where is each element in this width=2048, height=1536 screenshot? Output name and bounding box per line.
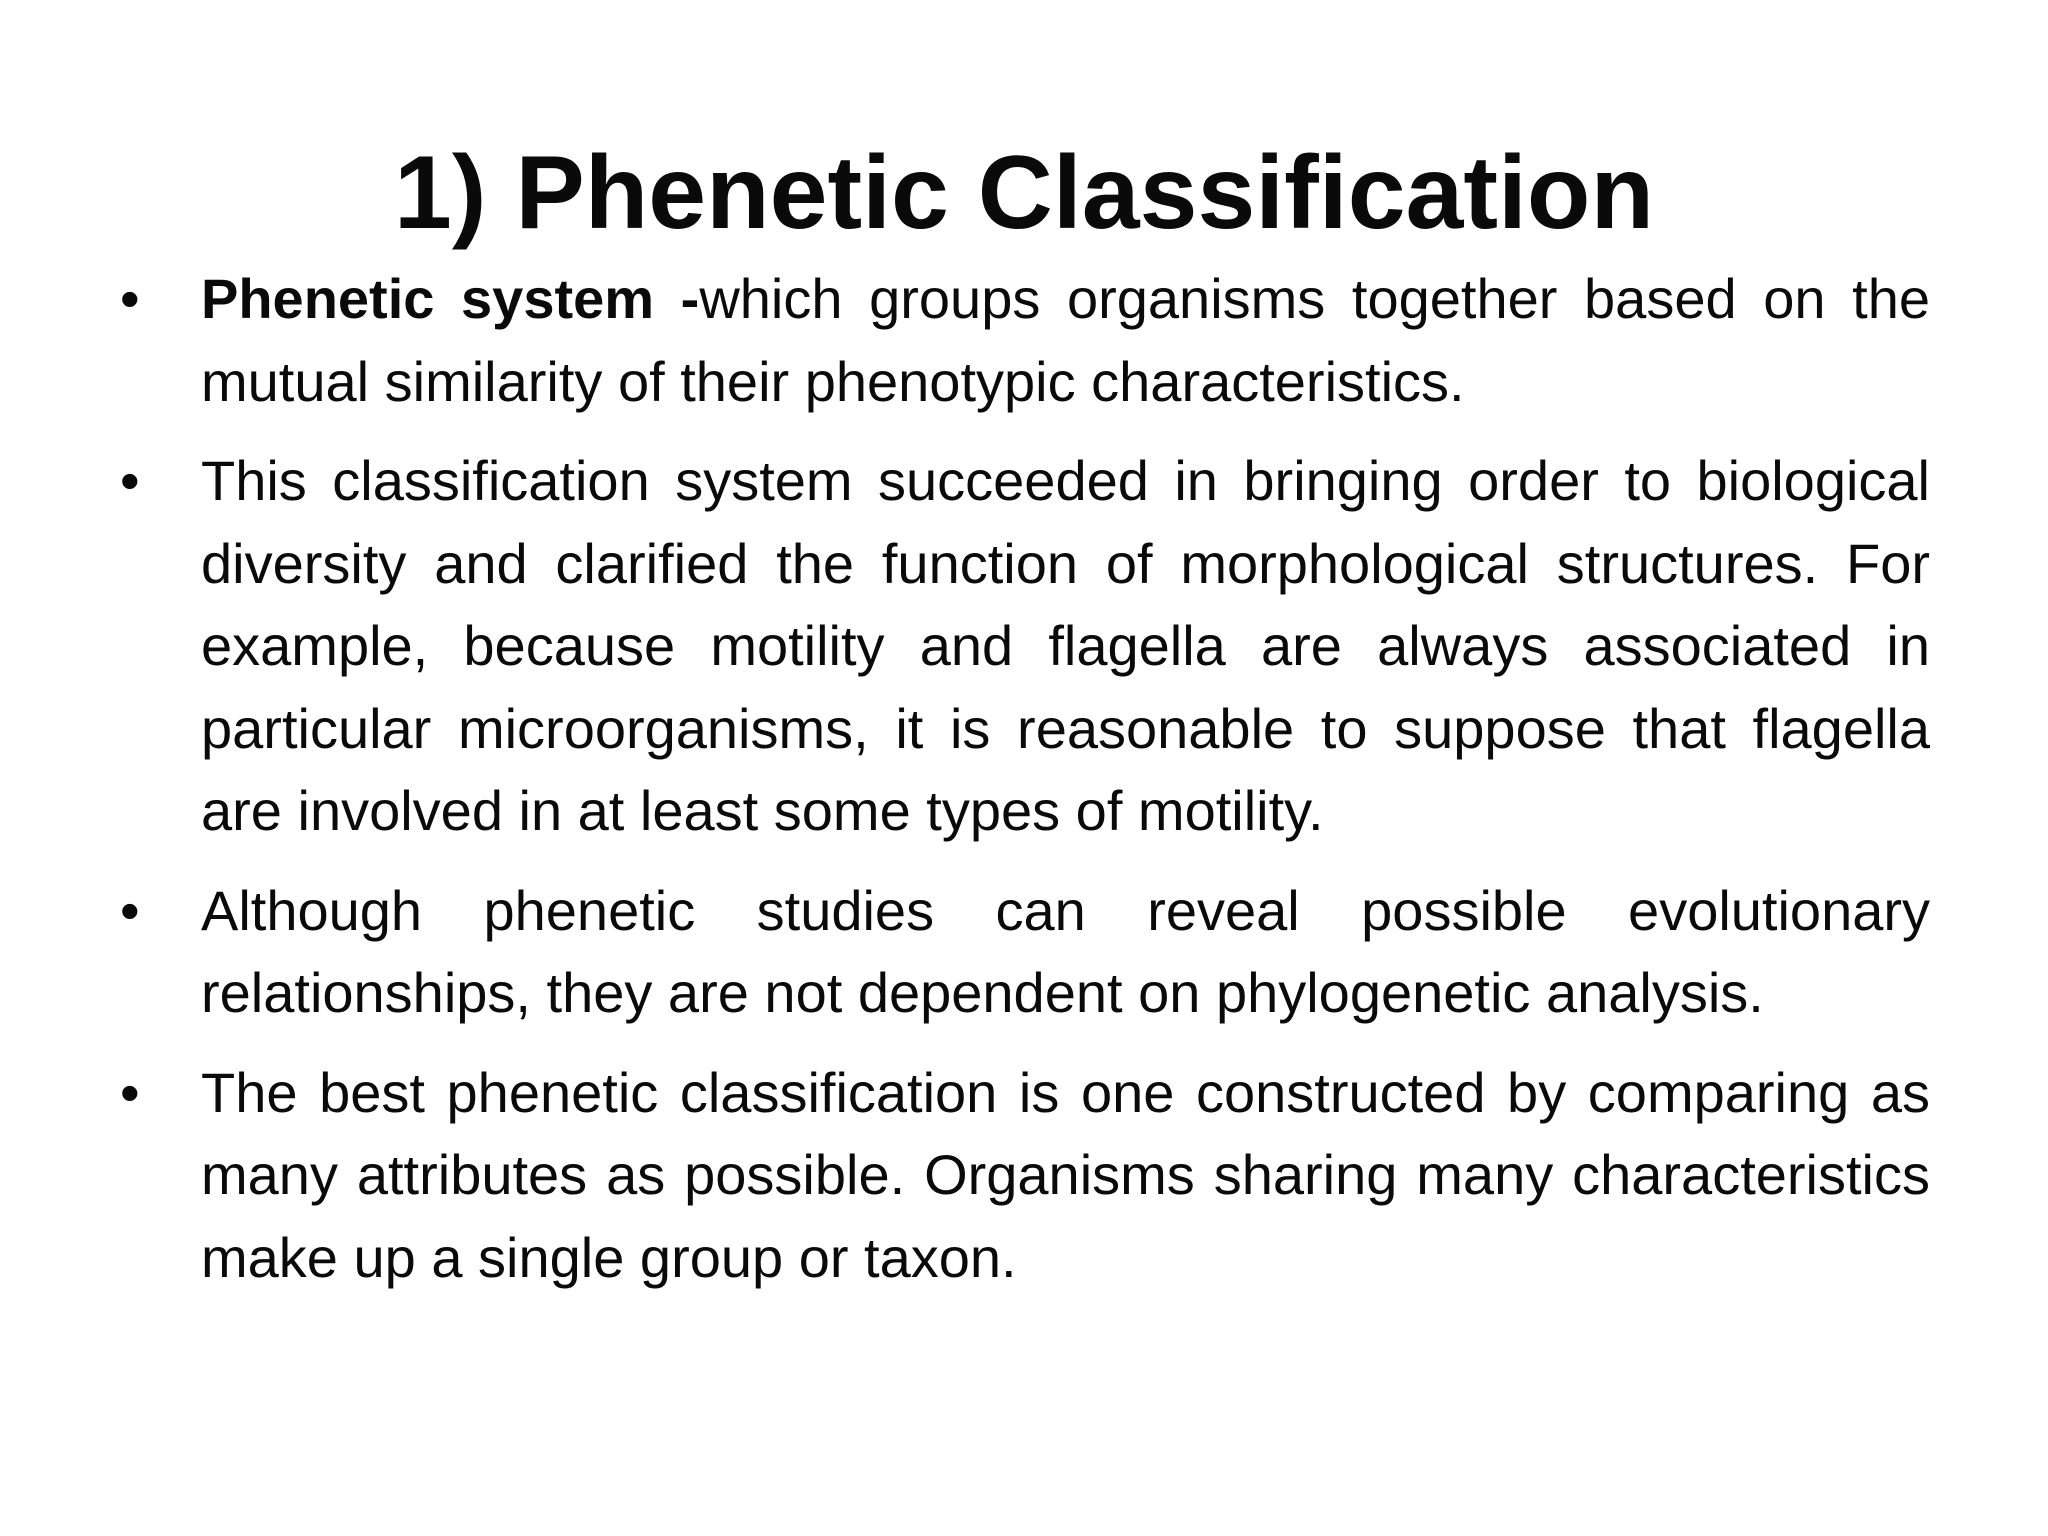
bullet-body: This classification system succeeded in bringing order to biological diversity and clarified the function of morphological structures. For example, because motility and flagella are always associated in particular microorganisms, it is reasonable to suppose that flagella are involved in at least some types of motility.: [201, 449, 1930, 842]
bullet-icon: •: [120, 267, 140, 330]
bullet-item: [120, 258, 1930, 423]
bullet-text: [201, 1052, 1930, 1300]
bullet-item: [120, 870, 1930, 1035]
bullet-body: which groups organisms together based on the mutual similarity of their phenotypic characteristics.: [201, 267, 1930, 413]
bullet-text: [201, 258, 1930, 423]
bullet-lead-bold: Phenetic system -: [201, 267, 700, 330]
bullet-icon: •: [120, 1060, 140, 1124]
bullet-icon: •: [120, 449, 140, 512]
bullet-icon: •: [120, 878, 140, 942]
bullet-text: [201, 440, 1930, 853]
bullet-item: [120, 440, 1930, 853]
bullet-item: [120, 1052, 1930, 1300]
slide-title: 1) Phenetic Classification: [394, 135, 1654, 251]
bullet-list: [120, 258, 1930, 1316]
bullet-text: [201, 870, 1930, 1035]
bullet-body: The best phenetic classification is one constructed by comparing as many attributes as possible. Organisms sharing many characteristics make up a single group or taxon.: [201, 1060, 1930, 1289]
bullet-body: Although phenetic studies can reveal possible evolutionary relationships, they are not dependent on phylogenetic analysis.: [201, 878, 1930, 1024]
